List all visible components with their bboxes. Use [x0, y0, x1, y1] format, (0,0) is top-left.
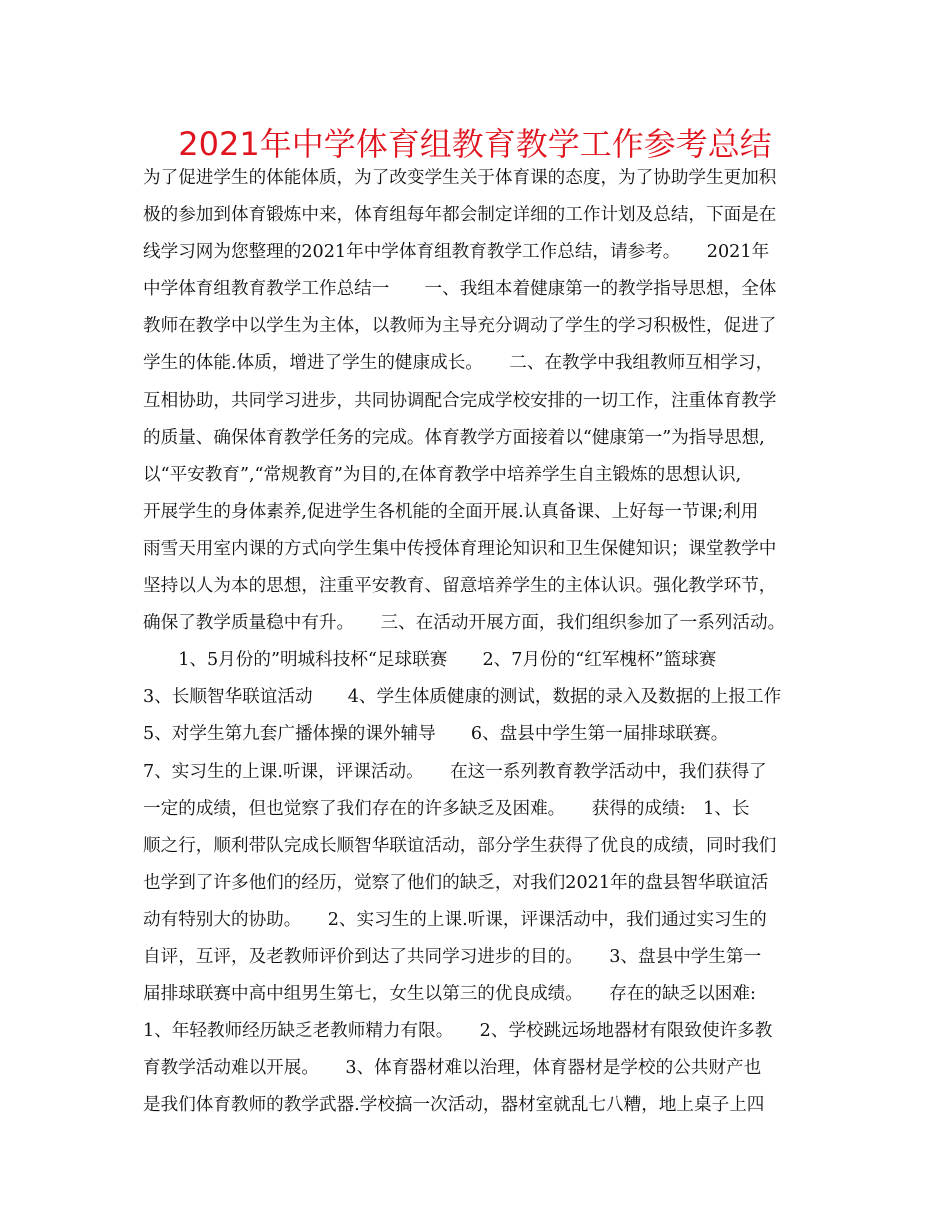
- body-line: 1、年轻教师经历缺乏老教师精力有限。 2、学校跳远场地器材有限致使许多教: [143, 1021, 773, 1042]
- body-line: 一定的成绩，但也觉察了我们存在的许多缺乏及困难。 获得的成绩: 1、长: [143, 798, 750, 819]
- body-line: 中学体育组教育教学工作总结一 一、我组本着健康第一的教学指导思想，全体: [143, 279, 777, 300]
- body-line: 互相协助，共同学习进步，共同协调配合完成学校安排的一切工作，注重体育教学: [143, 390, 777, 411]
- body-line: 1、5月份的”明城科技杯“足球联赛 2、7月份的“红军槐杯”篮球赛: [143, 650, 717, 671]
- body-line: 届排球联赛中高中组男生第七，女生以第三的优良成绩。 存在的缺乏以困难:: [143, 984, 756, 1005]
- document-title: 2021年中学体育组教育教学工作参考总结: [178, 125, 772, 163]
- body-line: 的质量、确保体育教学任务的完成。体育教学方面接着以“健康第一”为指导思想,: [143, 427, 765, 448]
- body-line: 5、对学生第九套广播体操的课外辅导 6、盘县中学生第一届排球联赛。: [143, 724, 729, 745]
- document-body: [143, 160, 823, 1124]
- body-line: 顺之行，顺利带队完成长顺智华联谊活动，部分学生获得了优良的成绩，同时我们: [143, 835, 777, 856]
- body-line: 教师在教学中以学生为主体，以教师为主导充分调动了学生的学习积极性，促进了: [143, 316, 777, 337]
- body-line: 为了促进学生的体能体质，为了改变学生关于体育课的态度，为了协助学生更加积: [143, 168, 777, 188]
- body-line: 确保了教学质量稳中有升。 三、在活动开展方面，我们组织参加了一系列活动。: [143, 613, 786, 634]
- body-line: 7、实习生的上课.听课，评课活动。 在这一系列教育教学活动中，我们获得了: [143, 761, 767, 782]
- body-line: 也学到了许多他们的经历，觉察了他们的缺乏，对我们2021年的盘县智华联谊活: [143, 872, 769, 893]
- body-line: 开展学生的身体素养,促进学生各机能的全面开展.认真备课、上好每一节课;利用: [143, 501, 759, 522]
- body-line: 3、长顺智华联谊活动 4、学生体质健康的测试，数据的录入及数据的上报工作: [143, 687, 782, 708]
- body-line: 极的参加到体育锻炼中来，体育组每年都会制定详细的工作计划及总结，下面是在: [143, 205, 777, 226]
- body-line: 育教学活动难以开展。 3、体育器材难以治理，体育器材是学校的公共财产也: [143, 1058, 762, 1079]
- body-line: 雨雪天用室内课的方式向学生集中传授体育理论知识和卫生保健知识；课堂教学中: [143, 538, 777, 559]
- body-line: 以“平安教育”,“常规教育”为目的,在体育教学中培养学生自主锻炼的思想认识,: [143, 464, 742, 485]
- body-line: 是我们体育教师的教学武器.学校搞一次活动，器材室就乱七八糟，地上桌子上四: [143, 1095, 765, 1116]
- body-line: 坚持以人为本的思想，注重平安教育、留意培养学生的主体认识。强化教学环节，: [143, 576, 777, 597]
- body-line: 线学习网为您整理的2021年中学体育组教育教学工作总结，请参考。 2021年: [143, 242, 770, 263]
- body-line: 学生的体能.体质，增进了学生的健康成长。 二、在教学中我组教师互相学习，: [143, 353, 774, 374]
- body-line: 自评，互评，及老教师评价到达了共同学习进步的目的。 3、盘县中学生第一: [143, 946, 762, 967]
- body-line: 动有特别大的协助。 2、实习生的上课.听课，评课活动中，我们通过实习生的: [143, 909, 767, 930]
